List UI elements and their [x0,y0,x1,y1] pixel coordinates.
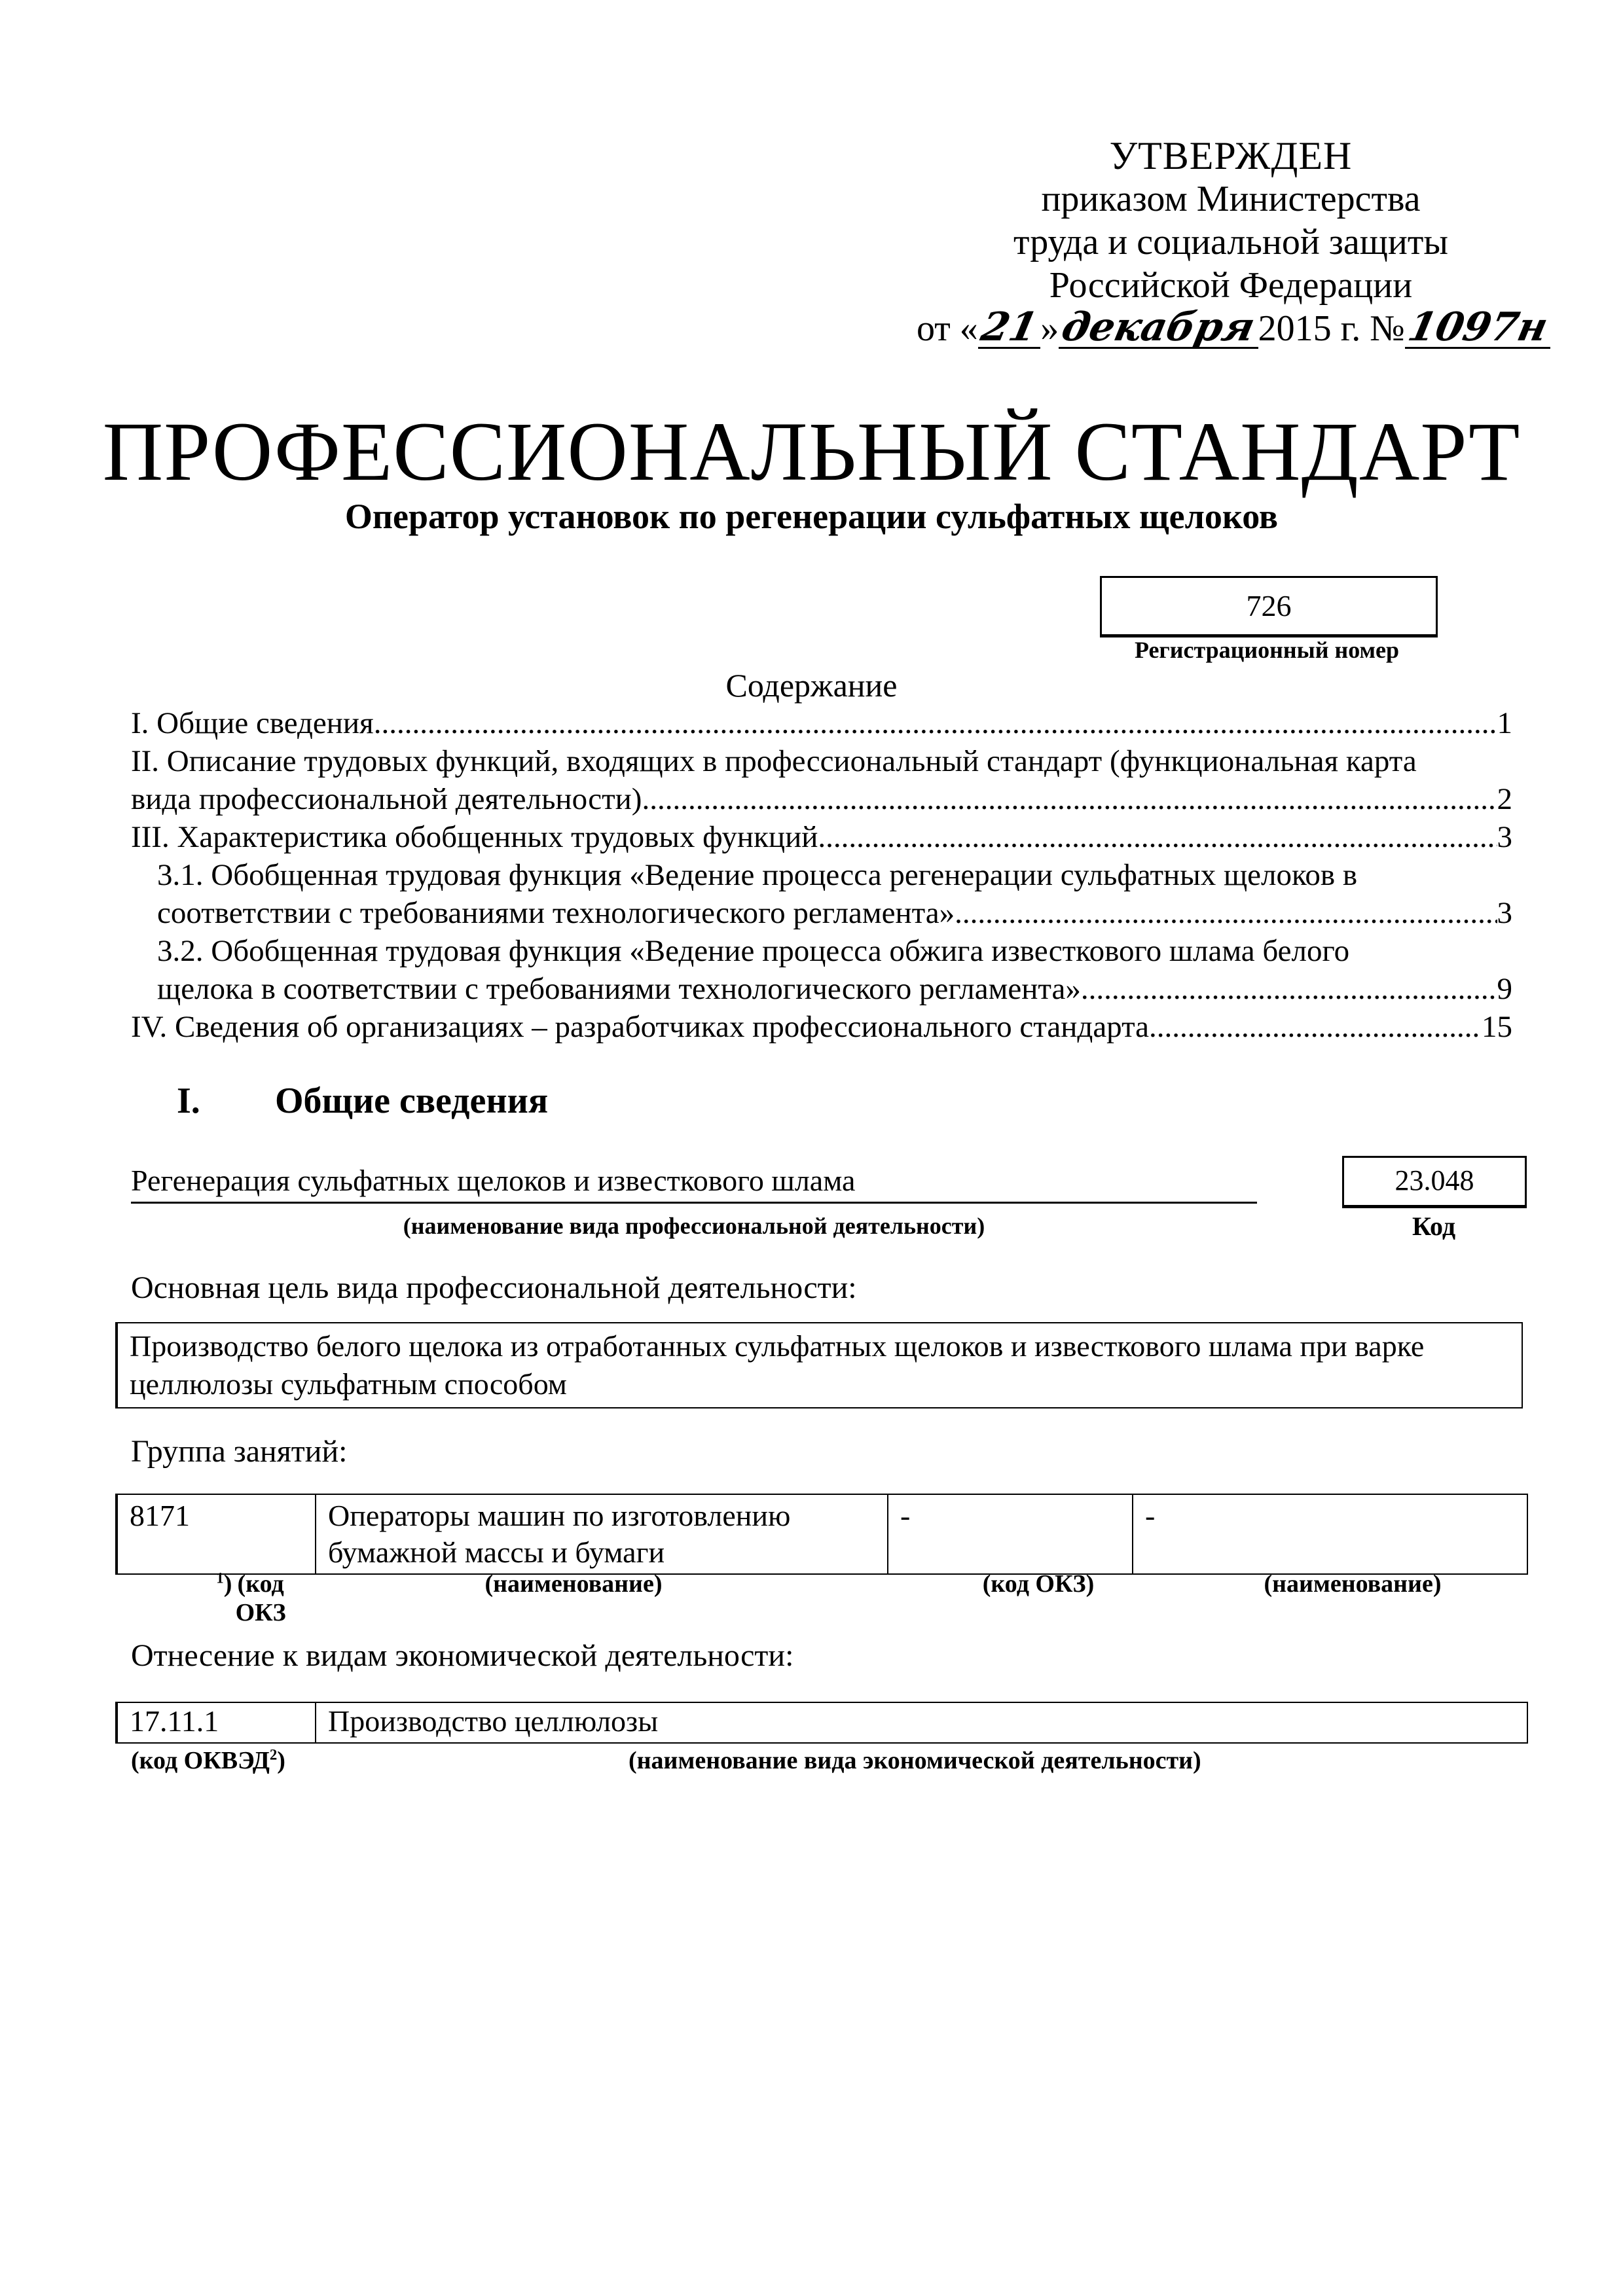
table-of-contents [131,704,1512,1046]
section-number: I. [177,1081,200,1121]
date-prefix: от « [917,308,978,349]
okved-code-caption-text: (код ОКВЭД [131,1747,270,1774]
toc-dot-leader [955,894,1497,932]
okz-code-caption-text: (код ОКЗ [235,1570,286,1626]
toc-entry-text: III. Характеристика обобщенных трудовых функций [131,820,818,854]
okz-code-cell-2: - [888,1494,1133,1574]
registration-number-box: 726 [1100,576,1438,637]
okved-table [115,1702,1528,1744]
toc-entry-text: II. Описание трудовых функций, входящих в профессиональный стандарт (функциональная карта [131,744,1417,778]
toc-entry-text: щелока в соответствии с требованиями технологического регламента» [157,972,1081,1006]
toc-dot-leader [374,704,1497,742]
okz-name-caption-2: (наименование) [1264,1570,1442,1598]
toc-entry-text: вида профессиональной деятельности) [131,782,642,816]
handwritten-number: 1097н [1404,304,1552,350]
okz-code-caption-end: ) [223,1570,232,1598]
toc-entry-3-1[interactable] [131,856,1512,932]
okved-name-caption: (наименование вида экономической деятельности) [629,1747,1201,1774]
okved-code-caption-end: ) [277,1747,285,1774]
table-row [117,1494,1527,1574]
okved-name-cell: Производство целлюлозы [316,1702,1527,1743]
date-year: 2015 г. № [1258,308,1405,349]
toc-dot-leader [1081,970,1497,1008]
section-title: Общие сведения [275,1081,549,1121]
okz-name-caption: (наименование) [484,1570,663,1598]
toc-entry-2[interactable] [131,742,1512,818]
okz-name-cell: Операторы машин по изготовлению бумажной массы и бумаги [316,1494,888,1574]
toc-entry-4[interactable] [131,1008,1512,1046]
okz-name-cell-2: - [1133,1494,1527,1574]
okved-code-caption [131,1746,285,1775]
approval-ministry-line: труда и социальной защиты [1013,222,1448,262]
toc-entry-text: 3.1. Обобщенная трудовая функция «Ведение процесса регенерации сульфатных щелоков в [157,858,1358,892]
date-month [1057,304,1260,350]
handwritten-month: декабря [1057,304,1260,350]
occupation-group-captions [115,1570,1528,1626]
toc-entry-text: соответствии с требованиями технологического регламента» [157,896,955,930]
toc-entry-text: 3.2. Обобщенная трудовая функция «Ведение процесса обжига известкового шлама белого [157,934,1350,968]
okz-code-caption-2: (код ОКЗ) [982,1570,1095,1598]
approval-heading: УТВЕРЖДЕН [1109,134,1353,177]
okz-code-caption [135,1570,305,1626]
toc-page-number: 3 [1497,820,1512,854]
footnote-marker: 2 [269,1746,278,1763]
table-row [117,1702,1527,1743]
toc-entry-1[interactable] [131,704,1512,742]
toc-page-number: 3 [1497,896,1512,930]
okved-label: Отнесение к видам экономической деятельности: [131,1638,794,1673]
okved-code-cell: 17.11.1 [117,1702,316,1743]
activity-code-label: Код [1412,1211,1456,1241]
toc-title: Содержание [725,667,898,704]
approval-date-line [917,304,1552,350]
document-subtitle: Оператор установок по регенерации сульфатных щелоков [344,497,1279,536]
toc-dot-leader [1149,1008,1482,1046]
toc-page-number: 15 [1482,1010,1512,1044]
activity-code-box: 23.048 [1342,1156,1527,1208]
order-number [1404,304,1552,350]
toc-page-number: 1 [1497,706,1512,740]
occupation-group-table [115,1494,1528,1575]
toc-entry-text: I. Общие сведения [131,706,374,740]
activity-name: Регенерация сульфатных щелоков и известкового шлама [131,1162,1257,1204]
registration-number-label: Регистрационный номер [1134,637,1400,663]
toc-page-number: 9 [1497,972,1512,1006]
approval-block [917,134,1552,350]
goal-text-box: Производство белого щелока из отработанных сульфатных щелоков и известкового шлама при варке целлюлозы сульфатным способом [115,1322,1523,1408]
goal-label: Основная цель вида профессиональной деятельности: [131,1270,857,1305]
date-day [977,304,1042,350]
toc-page-number: 2 [1497,782,1512,816]
date-mid: » [1040,308,1059,349]
toc-dot-leader [818,818,1497,856]
toc-entry-text: IV. Сведения об организациях – разработчиках профессионального стандарта [131,1010,1150,1044]
toc-entry-3-2[interactable] [131,932,1512,1008]
approval-federation-line: Российской Федерации [1049,265,1413,306]
handwritten-day: 21 [977,304,1042,350]
document-title: ПРОФЕССИОНАЛЬНЫЙ СТАНДАРТ [102,405,1521,498]
toc-entry-3[interactable] [131,818,1512,856]
activity-caption: (наименование вида профессиональной деятельности) [403,1213,985,1239]
okz-code-cell: 8171 [117,1494,316,1574]
group-label: Группа занятий: [131,1434,348,1469]
approval-order-line: приказом Министерства [1041,179,1421,219]
toc-dot-leader [642,780,1497,818]
footnote-marker: 1 [216,1570,224,1587]
